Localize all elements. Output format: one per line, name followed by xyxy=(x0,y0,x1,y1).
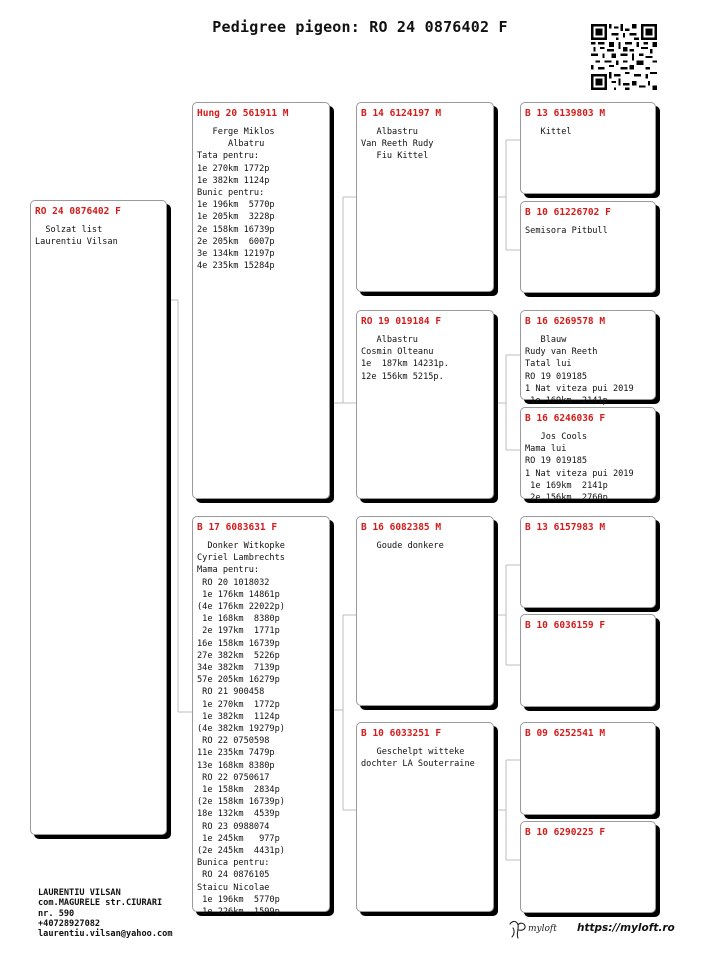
ring-number: B 13 6157983 M xyxy=(525,522,606,533)
pigeon-card-dam[interactable] xyxy=(192,516,330,918)
ring-number: B 13 6139803 M xyxy=(525,108,606,119)
ring-number: B 10 6290225 F xyxy=(525,827,606,838)
pigeon-card-dam-sire[interactable] xyxy=(356,516,494,706)
ring-number: B 16 6246036 F xyxy=(525,413,606,424)
ring-number: B 17 6083631 F xyxy=(197,522,278,533)
ring-number: RO 19 019184 F xyxy=(361,316,442,327)
pigeon-card-ggp-1[interactable] xyxy=(520,102,656,194)
owner-number: nr. 590 xyxy=(38,908,75,919)
svg-text:myloft: myloft xyxy=(528,924,557,934)
brand-url-link[interactable]: https://myloft.ro xyxy=(577,922,675,934)
pigeon-details: Albastru Van Reeth Rudy Fiu Kittel xyxy=(361,127,434,162)
pigeon-details xyxy=(521,839,655,845)
pigeon-card-ggp-8[interactable] xyxy=(520,821,656,913)
pigeon-details: Ferge Miklos Albatru Tata pentru: 1e 270km 1772p 1e 382km 1124p Bunic pentru: 1e 196km 5770p 1e 205km 3228p 2e 158km 16739p 2e 205km 6007p 3e 134km 12197p 4e 235km 15284p xyxy=(197,127,275,272)
pigeon-details xyxy=(521,632,655,638)
pigeon-card-subject[interactable] xyxy=(30,200,167,835)
myloft-logo-icon xyxy=(507,916,563,942)
owner-address: com.MAGURELE str.CIURARI xyxy=(38,898,163,909)
ring-number: B 16 6269578 M xyxy=(525,316,606,327)
pigeon-card-ggp-4[interactable] xyxy=(520,407,656,504)
pigeon-card-ggp-6[interactable] xyxy=(520,614,656,707)
ring-number: B 10 6033251 F xyxy=(361,728,442,739)
pigeon-details: Jos Cools Mama lui RO 19 019185 1 Nat viteza pui 2019 1e 169km 2141p 2e 156km 2760p xyxy=(525,432,634,504)
ring-number: B 10 61226702 F xyxy=(525,207,611,218)
pigeon-details: Blauw Rudy van Reeth Tatal lui RO 19 019185 1 Nat viteza pui 2019 1e 169km 2141p xyxy=(525,335,634,407)
pigeon-card-ggp-3[interactable] xyxy=(520,310,656,407)
pigeon-card-sire[interactable] xyxy=(192,102,330,499)
pigeon-details: Donker Witkopke Cyriel Lambrechts Mama pentru: RO 20 1018032 1e 176km 14861p (4e 176km 22022p) 1e 168km 8380p 2e 197km 1771p 16e 158km 16739p 27e 382km 5226p 34e 382km 7139p 57e 205km 16279p RO 21 900458 1e 270km 1772p 1e 382km 1124p (4e 382km 19279p) RO 22 0750598 11e 235km 7479p 13e 168km 8380p RO 22 0750617 1e 158km 2834p (2e 158km 16739p) 18e 132km 4539p RO 23 0988074 1e 245km 977p (2e 245km 4431p) Bunica pentru: RO 24 0876105 Staicu Nicolae 1e 196km 5770p 1e 226km 1599p xyxy=(197,541,285,918)
pigeon-details xyxy=(521,740,655,746)
owner-name: LAURENTIU VILSAN xyxy=(38,888,121,898)
pigeon-details: Semisora Pitbull xyxy=(525,226,608,236)
pigeon-details xyxy=(521,534,655,540)
ring-number: B 09 6252541 M xyxy=(525,728,606,739)
owner-email: laurentiu.vilsan@yahoo.com xyxy=(38,929,173,940)
pigeon-details: Solzat list Laurentiu Vilsan xyxy=(35,225,118,248)
pigeon-details: Goude donkere xyxy=(361,541,444,551)
pigeon-card-ggp-2[interactable] xyxy=(520,201,656,293)
pigeon-card-ggp-7[interactable] xyxy=(520,722,656,815)
ring-number: B 10 6036159 F xyxy=(525,620,606,631)
ring-number: B 14 6124197 M xyxy=(361,108,442,119)
owner-phone: +40728927082 xyxy=(38,918,101,929)
brand-footer xyxy=(507,916,675,942)
ring-number: RO 24 0876402 F xyxy=(35,206,121,217)
pigeon-details: Kittel xyxy=(525,127,572,137)
pigeon-card-dam-dam[interactable] xyxy=(356,722,494,912)
owner-contact xyxy=(38,888,173,939)
pigeon-card-sire-sire[interactable] xyxy=(356,102,494,292)
pigeon-details: Albastru Cosmin Olteanu 1e 187km 14231p. 12e 156km 5215p. xyxy=(361,335,449,382)
ring-number: Hung 20 561911 M xyxy=(197,108,289,119)
ring-number: B 16 6082385 M xyxy=(361,522,442,533)
page-title: Pedigree pigeon: RO 24 0876402 F xyxy=(212,18,508,36)
pigeon-details: Geschelpt witteke dochter LA Souterraine xyxy=(361,747,475,770)
pigeon-card-sire-dam[interactable] xyxy=(356,310,494,499)
pigeon-card-ggp-5[interactable] xyxy=(520,516,656,608)
